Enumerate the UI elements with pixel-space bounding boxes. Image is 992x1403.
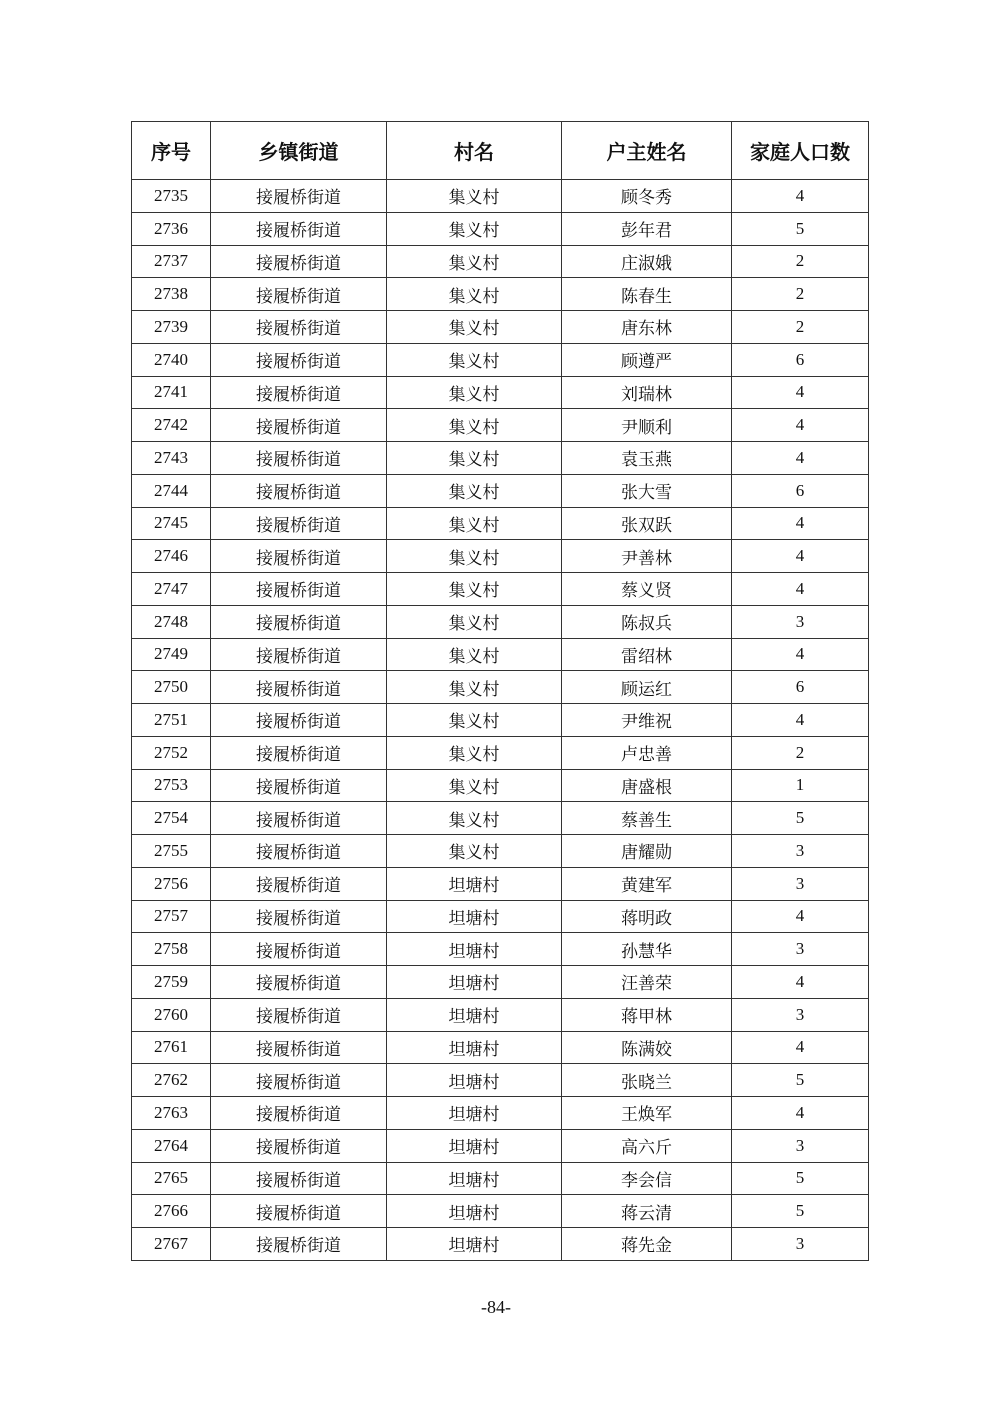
cell-family-size: 2 [732, 245, 869, 278]
cell-village: 集义村 [387, 704, 562, 737]
table-row [132, 835, 869, 868]
cell-township: 接履桥街道 [211, 605, 387, 638]
cell-township: 接履桥街道 [211, 1064, 387, 1097]
cell-serial: 2755 [132, 835, 211, 868]
cell-village: 集义村 [387, 180, 562, 213]
cell-village: 坦塘村 [387, 900, 562, 933]
cell-village: 坦塘村 [387, 1097, 562, 1130]
table-row [132, 180, 869, 213]
cell-family-size: 4 [732, 540, 869, 573]
table-row [132, 1162, 869, 1195]
cell-village: 集义村 [387, 835, 562, 868]
cell-family-size: 5 [732, 1195, 869, 1228]
cell-family-size: 3 [732, 867, 869, 900]
cell-township: 接履桥街道 [211, 966, 387, 999]
cell-township: 接履桥街道 [211, 573, 387, 606]
table-row [132, 638, 869, 671]
cell-householder: 蔡善生 [562, 802, 732, 835]
cell-family-size: 4 [732, 1097, 869, 1130]
cell-village: 集义村 [387, 409, 562, 442]
cell-village: 集义村 [387, 802, 562, 835]
cell-family-size: 3 [732, 1129, 869, 1162]
cell-village: 集义村 [387, 671, 562, 704]
cell-householder: 蒋先金 [562, 1228, 732, 1261]
cell-serial: 2738 [132, 278, 211, 311]
table-row [132, 409, 869, 442]
table-row [132, 573, 869, 606]
cell-family-size: 2 [732, 278, 869, 311]
cell-township: 接履桥街道 [211, 376, 387, 409]
table-row [132, 998, 869, 1031]
table-row [132, 245, 869, 278]
cell-serial: 2766 [132, 1195, 211, 1228]
cell-family-size: 4 [732, 638, 869, 671]
cell-householder: 李会信 [562, 1162, 732, 1195]
header-householder: 户主姓名 [562, 122, 732, 180]
table-row [132, 212, 869, 245]
header-village: 村名 [387, 122, 562, 180]
cell-township: 接履桥街道 [211, 278, 387, 311]
cell-serial: 2762 [132, 1064, 211, 1097]
cell-serial: 2767 [132, 1228, 211, 1261]
cell-householder: 唐东林 [562, 311, 732, 344]
cell-serial: 2736 [132, 212, 211, 245]
cell-township: 接履桥街道 [211, 343, 387, 376]
cell-householder: 张晓兰 [562, 1064, 732, 1097]
cell-family-size: 4 [732, 180, 869, 213]
cell-householder: 张双跃 [562, 507, 732, 540]
cell-serial: 2747 [132, 573, 211, 606]
cell-householder: 唐耀勋 [562, 835, 732, 868]
cell-householder: 卢忠善 [562, 736, 732, 769]
cell-village: 坦塘村 [387, 1064, 562, 1097]
cell-householder: 黄建军 [562, 867, 732, 900]
cell-township: 接履桥街道 [211, 1129, 387, 1162]
cell-township: 接履桥街道 [211, 802, 387, 835]
table-row [132, 704, 869, 737]
cell-village: 坦塘村 [387, 1162, 562, 1195]
cell-family-size: 5 [732, 1064, 869, 1097]
cell-family-size: 5 [732, 1162, 869, 1195]
cell-township: 接履桥街道 [211, 409, 387, 442]
cell-family-size: 4 [732, 704, 869, 737]
cell-township: 接履桥街道 [211, 638, 387, 671]
cell-township: 接履桥街道 [211, 245, 387, 278]
cell-village: 集义村 [387, 507, 562, 540]
cell-village: 坦塘村 [387, 867, 562, 900]
cell-serial: 2761 [132, 1031, 211, 1064]
cell-householder: 顾遵严 [562, 343, 732, 376]
cell-serial: 2757 [132, 900, 211, 933]
cell-serial: 2749 [132, 638, 211, 671]
cell-householder: 尹维祝 [562, 704, 732, 737]
cell-householder: 刘瑞林 [562, 376, 732, 409]
cell-township: 接履桥街道 [211, 900, 387, 933]
cell-householder: 陈满姣 [562, 1031, 732, 1064]
cell-serial: 2753 [132, 769, 211, 802]
table-body [132, 180, 869, 1261]
table-row [132, 933, 869, 966]
cell-serial: 2765 [132, 1162, 211, 1195]
cell-village: 坦塘村 [387, 966, 562, 999]
header-family-size: 家庭人口数 [732, 122, 869, 180]
cell-serial: 2744 [132, 474, 211, 507]
cell-serial: 2743 [132, 442, 211, 475]
cell-township: 接履桥街道 [211, 769, 387, 802]
cell-serial: 2756 [132, 867, 211, 900]
table-row [132, 671, 869, 704]
cell-village: 坦塘村 [387, 1031, 562, 1064]
cell-family-size: 4 [732, 900, 869, 933]
cell-township: 接履桥街道 [211, 933, 387, 966]
cell-township: 接履桥街道 [211, 1097, 387, 1130]
cell-family-size: 2 [732, 311, 869, 344]
cell-householder: 庄淑娥 [562, 245, 732, 278]
cell-serial: 2740 [132, 343, 211, 376]
cell-village: 集义村 [387, 736, 562, 769]
table-row [132, 1097, 869, 1130]
cell-township: 接履桥街道 [211, 474, 387, 507]
table-row [132, 867, 869, 900]
cell-township: 接履桥街道 [211, 1195, 387, 1228]
cell-township: 接履桥街道 [211, 867, 387, 900]
cell-serial: 2754 [132, 802, 211, 835]
table-row [132, 1129, 869, 1162]
cell-family-size: 6 [732, 474, 869, 507]
cell-family-size: 1 [732, 769, 869, 802]
cell-family-size: 3 [732, 998, 869, 1031]
cell-householder: 汪善荣 [562, 966, 732, 999]
cell-householder: 蒋明政 [562, 900, 732, 933]
header-serial: 序号 [132, 122, 211, 180]
table-row [132, 376, 869, 409]
cell-township: 接履桥街道 [211, 1228, 387, 1261]
table-row [132, 900, 869, 933]
cell-family-size: 5 [732, 212, 869, 245]
cell-township: 接履桥街道 [211, 180, 387, 213]
cell-family-size: 5 [732, 802, 869, 835]
cell-householder: 陈春生 [562, 278, 732, 311]
cell-householder: 高六斤 [562, 1129, 732, 1162]
table-row [132, 605, 869, 638]
cell-village: 坦塘村 [387, 1195, 562, 1228]
cell-householder: 唐盛根 [562, 769, 732, 802]
cell-village: 集义村 [387, 376, 562, 409]
cell-village: 集义村 [387, 638, 562, 671]
cell-serial: 2750 [132, 671, 211, 704]
cell-serial: 2759 [132, 966, 211, 999]
cell-householder: 孙慧华 [562, 933, 732, 966]
table-row [132, 1228, 869, 1261]
cell-householder: 陈叔兵 [562, 605, 732, 638]
cell-serial: 2760 [132, 998, 211, 1031]
cell-township: 接履桥街道 [211, 311, 387, 344]
cell-village: 集义村 [387, 245, 562, 278]
cell-serial: 2763 [132, 1097, 211, 1130]
cell-village: 集义村 [387, 278, 562, 311]
cell-family-size: 4 [732, 966, 869, 999]
cell-householder: 张大雪 [562, 474, 732, 507]
cell-family-size: 4 [732, 573, 869, 606]
cell-township: 接履桥街道 [211, 540, 387, 573]
cell-family-size: 4 [732, 507, 869, 540]
cell-family-size: 2 [732, 736, 869, 769]
cell-family-size: 4 [732, 442, 869, 475]
cell-family-size: 3 [732, 933, 869, 966]
cell-serial: 2742 [132, 409, 211, 442]
table-row [132, 966, 869, 999]
cell-village: 集义村 [387, 769, 562, 802]
cell-family-size: 4 [732, 1031, 869, 1064]
header-township: 乡镇街道 [211, 122, 387, 180]
cell-township: 接履桥街道 [211, 835, 387, 868]
cell-township: 接履桥街道 [211, 998, 387, 1031]
cell-family-size: 3 [732, 1228, 869, 1261]
cell-village: 集义村 [387, 540, 562, 573]
table-row [132, 1064, 869, 1097]
table-row [132, 507, 869, 540]
cell-householder: 彭年君 [562, 212, 732, 245]
table-row [132, 311, 869, 344]
cell-serial: 2745 [132, 507, 211, 540]
cell-township: 接履桥街道 [211, 704, 387, 737]
cell-serial: 2737 [132, 245, 211, 278]
cell-householder: 顾运红 [562, 671, 732, 704]
table-header-row [132, 122, 869, 180]
cell-village: 坦塘村 [387, 933, 562, 966]
cell-village: 集义村 [387, 474, 562, 507]
cell-serial: 2764 [132, 1129, 211, 1162]
cell-householder: 尹善林 [562, 540, 732, 573]
cell-township: 接履桥街道 [211, 212, 387, 245]
cell-householder: 顾冬秀 [562, 180, 732, 213]
household-table [131, 121, 869, 1261]
cell-householder: 蔡义贤 [562, 573, 732, 606]
cell-householder: 袁玉燕 [562, 442, 732, 475]
cell-family-size: 6 [732, 671, 869, 704]
cell-township: 接履桥街道 [211, 442, 387, 475]
table-row [132, 442, 869, 475]
table-row [132, 278, 869, 311]
cell-village: 集义村 [387, 343, 562, 376]
table-row [132, 474, 869, 507]
cell-village: 集义村 [387, 442, 562, 475]
table-row [132, 1031, 869, 1064]
table-row [132, 769, 869, 802]
cell-serial: 2758 [132, 933, 211, 966]
cell-village: 坦塘村 [387, 998, 562, 1031]
cell-householder: 蒋甲林 [562, 998, 732, 1031]
cell-serial: 2746 [132, 540, 211, 573]
cell-householder: 王焕军 [562, 1097, 732, 1130]
cell-village: 坦塘村 [387, 1129, 562, 1162]
cell-township: 接履桥街道 [211, 1162, 387, 1195]
cell-householder: 蒋云清 [562, 1195, 732, 1228]
cell-family-size: 4 [732, 409, 869, 442]
cell-village: 集义村 [387, 212, 562, 245]
cell-township: 接履桥街道 [211, 736, 387, 769]
cell-serial: 2735 [132, 180, 211, 213]
table-row [132, 802, 869, 835]
cell-family-size: 4 [732, 376, 869, 409]
cell-village: 坦塘村 [387, 1228, 562, 1261]
cell-family-size: 3 [732, 605, 869, 638]
cell-village: 集义村 [387, 605, 562, 638]
cell-family-size: 6 [732, 343, 869, 376]
cell-village: 集义村 [387, 311, 562, 344]
cell-family-size: 3 [732, 835, 869, 868]
cell-serial: 2748 [132, 605, 211, 638]
cell-serial: 2752 [132, 736, 211, 769]
cell-village: 集义村 [387, 573, 562, 606]
cell-serial: 2741 [132, 376, 211, 409]
cell-township: 接履桥街道 [211, 1031, 387, 1064]
table-row [132, 343, 869, 376]
table-row [132, 540, 869, 573]
cell-township: 接履桥街道 [211, 671, 387, 704]
table-row [132, 1195, 869, 1228]
page-number: -84- [481, 1297, 511, 1317]
table-row [132, 736, 869, 769]
cell-householder: 雷绍林 [562, 638, 732, 671]
cell-township: 接履桥街道 [211, 507, 387, 540]
cell-serial: 2751 [132, 704, 211, 737]
cell-serial: 2739 [132, 311, 211, 344]
cell-householder: 尹顺利 [562, 409, 732, 442]
